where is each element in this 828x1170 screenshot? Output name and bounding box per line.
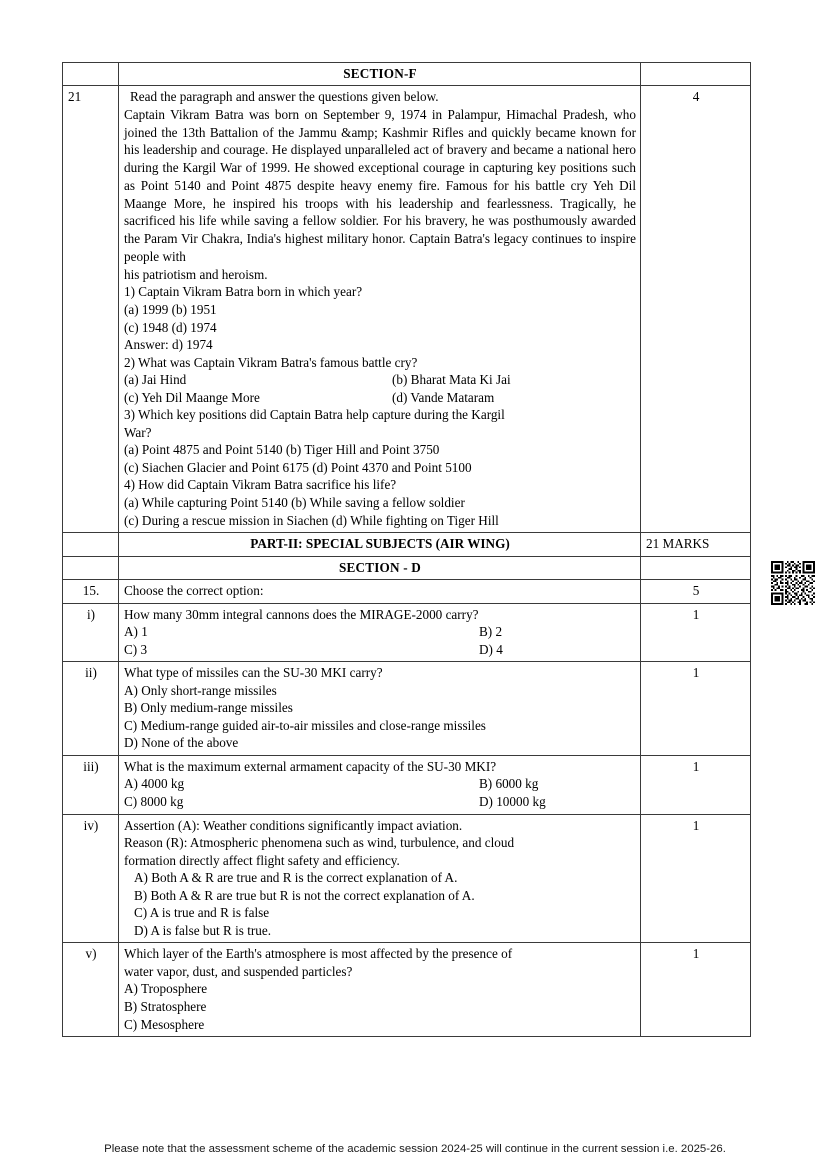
item-iii-option-d: D) 10000 kg: [479, 793, 546, 809]
item-i-options-row-2: [124, 641, 636, 659]
item-ii-body: [119, 662, 641, 756]
item-ii-number: ii): [63, 662, 119, 756]
q21-sub3-text-line2: War?: [124, 424, 152, 440]
q21-sub4-options-ab: (a) While capturing Point 5140 (b) While saving a fellow soldier: [124, 495, 465, 511]
q21-sub2-text: 2) What was Captain Vikram Batra's famous battle cry?: [124, 354, 418, 370]
table-row-item-iii: [63, 755, 751, 814]
q21-paragraph: Captain Vikram Batra was born on September 9, 1974 in Palampur, Himachal Pradesh, who joined the 13th Battalion of the Jammu &amp; Kashmir Rifles and quickly became known for his leadership and courage. He displayed unparalleled act of bravery and became a national hero during the Kargil War of 1999. He showed exceptional courage in capturing key positions such as Point 5140 and Point 4875 despite heavy enemy fire. Famous for his battle cry Yeh Dil Maange More, he inspired his troops with his leadership and fearlessness. Tragically, he sacrificed his life while saving a fellow soldier. For his bravery, he was posthumously awarded the Param Vir Chakra, India's highest military honor. Captain Batra's legacy continues to inspire people with: [124, 106, 636, 264]
q21-sub2-option-c: (c) Yeh Dil Maange More: [124, 389, 260, 405]
q21-sub2-options-row-1: [124, 371, 636, 389]
table-row-section-d-header: [63, 556, 751, 579]
item-i-question: How many 30mm integral cannons does the MIRAGE-2000 carry?: [124, 606, 479, 622]
question-15-body: [119, 579, 641, 603]
item-i-body: [119, 603, 641, 662]
empty-number-cell: [63, 556, 119, 579]
question-21-body: [119, 86, 641, 533]
item-i-option-b: B) 2: [479, 624, 503, 640]
item-i-options-row-1: [124, 623, 636, 641]
question-15-text: Choose the correct option:: [124, 582, 264, 598]
table-row-item-i: [63, 603, 751, 662]
item-iv-assertion: Assertion (A): Weather conditions significantly impact aviation.: [124, 817, 463, 833]
empty-number-cell: [63, 63, 119, 86]
section-f-heading: SECTION-F: [119, 63, 641, 86]
item-v-number: v): [63, 943, 119, 1037]
item-v-question-line1: Which layer of the Earth's atmosphere is most affected by the presence of: [124, 946, 513, 962]
question-15-marks: 5: [641, 579, 751, 603]
item-iii-option-a: A) 4000 kg: [124, 776, 185, 792]
item-v-marks: 1: [641, 943, 751, 1037]
item-v-question-line2: water vapor, dust, and suspended particles?: [124, 963, 353, 979]
q21-lead-text: Read the paragraph and answer the questions given below.: [130, 89, 439, 105]
item-iv-option-a: A) Both A & R are true and R is the correct explanation of A.: [134, 870, 458, 886]
q21-sub3-text-line1: 3) Which key positions did Captain Batra help capture during the Kargil: [124, 407, 505, 423]
item-iv-option-c: C) A is true and R is false: [134, 905, 270, 921]
item-iv-option-d: D) A is false but R is true.: [134, 922, 271, 938]
q21-sub4-text: 4) How did Captain Vikram Batra sacrifice his life?: [124, 477, 397, 493]
question-21-marks: 4: [641, 86, 751, 533]
q21-sub3-options-cd: (c) Siachen Glacier and Point 6175 (d) Point 4370 and Point 5100: [124, 459, 472, 475]
item-iii-body: [119, 755, 641, 814]
item-iii-number: iii): [63, 755, 119, 814]
item-ii-option-c: C) Medium-range guided air-to-air missiles and close-range missiles: [124, 717, 486, 733]
table-row-item-v: [63, 943, 751, 1037]
item-iv-body: [119, 814, 641, 943]
item-i-option-a: A) 1: [124, 624, 148, 640]
q21-paragraph-last-line: his patriotism and heroism.: [124, 266, 268, 282]
footer-note: Please note that the assessment scheme of the academic session 2024-25 will continue in the current session i.e. 2025-26.: [104, 1143, 726, 1155]
empty-marks-cell: [641, 63, 751, 86]
item-iii-marks: 1: [641, 755, 751, 814]
item-v-option-c: C) Mesosphere: [124, 1016, 205, 1032]
item-iii-option-b: B) 6000 kg: [479, 776, 539, 792]
item-iii-option-c: C) 8000 kg: [124, 793, 184, 809]
item-i-number: i): [63, 603, 119, 662]
item-iii-question: What is the maximum external armament capacity of the SU-30 MKI?: [124, 758, 497, 774]
item-v-option-b: B) Stratosphere: [124, 999, 207, 1014]
q21-sub2-option-a: (a) Jai Hind: [124, 372, 187, 388]
item-ii-option-d: D) None of the above: [124, 735, 239, 751]
part-ii-marks: 21 MARKS: [641, 533, 751, 556]
q21-sub1-options-ab: (a) 1999 (b) 1951: [124, 302, 217, 318]
item-iii-options-row-1: [124, 775, 636, 793]
item-iv-number: iv): [63, 814, 119, 943]
item-i-option-c: C) 3: [124, 641, 148, 657]
table-row-item-ii: [63, 662, 751, 756]
item-v-option-a: A) Troposphere: [124, 981, 208, 997]
item-ii-option-b: B) Only medium-range missiles: [124, 700, 293, 716]
q21-sub1-options-cd: (c) 1948 (d) 1974: [124, 319, 217, 335]
table-row-item-iv: [63, 814, 751, 943]
empty-marks-cell: [641, 556, 751, 579]
q21-sub3-options-ab: (a) Point 4875 and Point 5140 (b) Tiger Hill and Point 3750: [124, 442, 440, 458]
q21-sub2-options-row-2: [124, 389, 636, 407]
q21-sub1-text: 1) Captain Vikram Batra born in which year?: [124, 284, 363, 300]
item-iv-marks: 1: [641, 814, 751, 943]
empty-number-cell: [63, 533, 119, 556]
q21-sub1-answer: Answer: d) 1974: [124, 337, 213, 353]
qr-code-icon: [771, 561, 815, 605]
item-iii-options-row-2: [124, 793, 636, 811]
q21-sub2-option-d: (d) Vande Mataram: [392, 389, 495, 405]
item-ii-question: What type of missiles can the SU-30 MKI carry?: [124, 665, 383, 681]
q21-sub2-option-b: (b) Bharat Mata Ki Jai: [392, 372, 511, 388]
table-row-section-f-header: [63, 63, 751, 86]
item-i-option-d: D) 4: [479, 641, 503, 657]
part-ii-heading: PART-II: SPECIAL SUBJECTS (AIR WING): [119, 533, 641, 556]
table-row-question-21: [63, 86, 751, 533]
exam-question-table: [62, 62, 751, 1037]
item-ii-option-a: A) Only short-range missiles: [124, 682, 277, 698]
item-ii-marks: 1: [641, 662, 751, 756]
section-d-heading: SECTION - D: [119, 556, 641, 579]
q21-sub4-options-cd: (c) During a rescue mission in Siachen (d) While fighting on Tiger Hill: [124, 512, 499, 528]
item-iv-reason-line1: Reason (R): Atmospheric phenomena such as wind, turbulence, and cloud: [124, 835, 515, 851]
table-row-question-15: [63, 579, 751, 603]
item-v-body: [119, 943, 641, 1037]
question-15-number: 15.: [63, 579, 119, 603]
item-i-marks: 1: [641, 603, 751, 662]
item-iv-option-b: B) Both A & R are true but R is not the correct explanation of A.: [134, 887, 475, 903]
question-21-number: 21: [63, 86, 119, 533]
table-row-part-ii-header: [63, 533, 751, 556]
item-iv-reason-line2: formation directly affect flight safety and efficiency.: [124, 852, 400, 868]
